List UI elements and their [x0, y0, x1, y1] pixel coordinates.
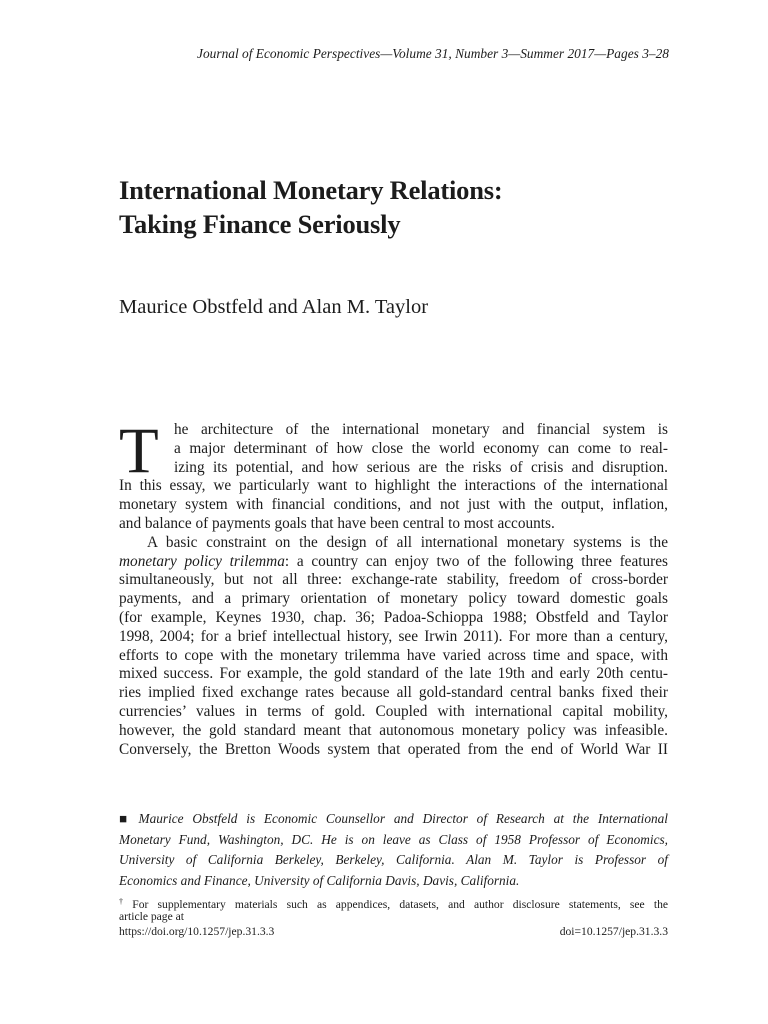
title-line-1: International Monetary Relations: [119, 175, 503, 205]
body-line: mixed success. For example, the gold standard of the late 19th and early 20th centu- [119, 665, 668, 683]
article-body [119, 415, 668, 759]
footnote-text: Maurice Obstfeld is Economic Counsellor and Director of Research at the International [138, 811, 668, 826]
doi-identifier: doi=10.1257/jep.31.3.3 [559, 925, 668, 939]
footnote-line: Monetary Fund, Washington, DC. He is on leave as Class of 1958 Professor of Economics, [119, 831, 668, 847]
author-footnote [119, 809, 668, 939]
body-line: A basic constraint on the design of all international monetary systems is the [147, 533, 668, 551]
body-line-rest: : a country can enjoy two of the following three features [284, 552, 668, 570]
body-line: a major determinant of how close the world economy can come to real- [174, 439, 668, 457]
supp-text: For supplementary materials such as appendices, datasets, and author disclosure statements, see the [132, 898, 669, 912]
doi-url-link[interactable]: https://doi.org/10.1257/jep.31.3.3 [119, 925, 275, 939]
footnote-line: Economics and Finance, University of California Davis, Davis, California. [119, 872, 520, 888]
body-line [119, 553, 668, 572]
body-line: Conversely, the Bretton Woods system that operated from the end of World War II [119, 740, 668, 758]
body-line: he architecture of the international monetary and financial system is [174, 421, 668, 438]
running-head: Journal of Economic Perspectives—Volume 31, Number 3—Summer 2017—Pages 3–28 [197, 46, 669, 61]
body-line: currencies’ values in terms of gold. Coupled with international capital mobility, [119, 702, 668, 720]
supplementary-note [119, 894, 668, 939]
drop-cap: T [119, 415, 159, 487]
doi-row [119, 924, 668, 939]
supp-line [119, 894, 669, 912]
article-title [119, 173, 679, 241]
author-names: Maurice Obstfeld and Alan M. Taylor [119, 296, 429, 318]
trilemma-term: monetary policy trilemma [119, 552, 285, 570]
body-line: In this essay, we particularly want to highlight the interactions of the international [119, 477, 668, 495]
body-line: however, the gold standard meant that autonomous monetary policy was infeasible. [119, 721, 668, 739]
body-line: and balance of payments goals that have been central to most accounts. [119, 514, 555, 532]
body-line: monetary system with financial conditions, and not just with the output, inflation, [119, 496, 668, 514]
footnote-line [119, 809, 668, 830]
body-line: ries implied fixed exchange rates because all gold-standard central banks fixed their [119, 684, 668, 702]
body-line: simultaneously, but not all three: exchange-rate stability, freedom of cross-border [119, 571, 668, 589]
body-line: izing its potential, and how serious are the risks of crisis and disruption. [174, 458, 668, 476]
square-bullet-icon: ■ [119, 811, 133, 826]
footnote-line: University of California Berkeley, Berkeley, California. Alan M. Taylor is Professor of [119, 852, 668, 868]
body-line: efforts to cope with the monetary trilemma have varied across time and space, with [119, 646, 668, 664]
body-line: payments, and a primary orientation of monetary policy toward domestic goals [119, 590, 668, 608]
supp-line: article page at [119, 910, 185, 924]
title-line-2: Taking Finance Seriously [119, 209, 401, 239]
body-line: (for example, Keynes 1930, chap. 36; Padoa-Schioppa 1988; Obstfeld and Taylor [119, 608, 668, 626]
body-line: 1998, 2004; for a brief intellectual history, see Irwin 2011). For more than a century, [119, 627, 668, 645]
dagger-icon: † [119, 897, 130, 907]
